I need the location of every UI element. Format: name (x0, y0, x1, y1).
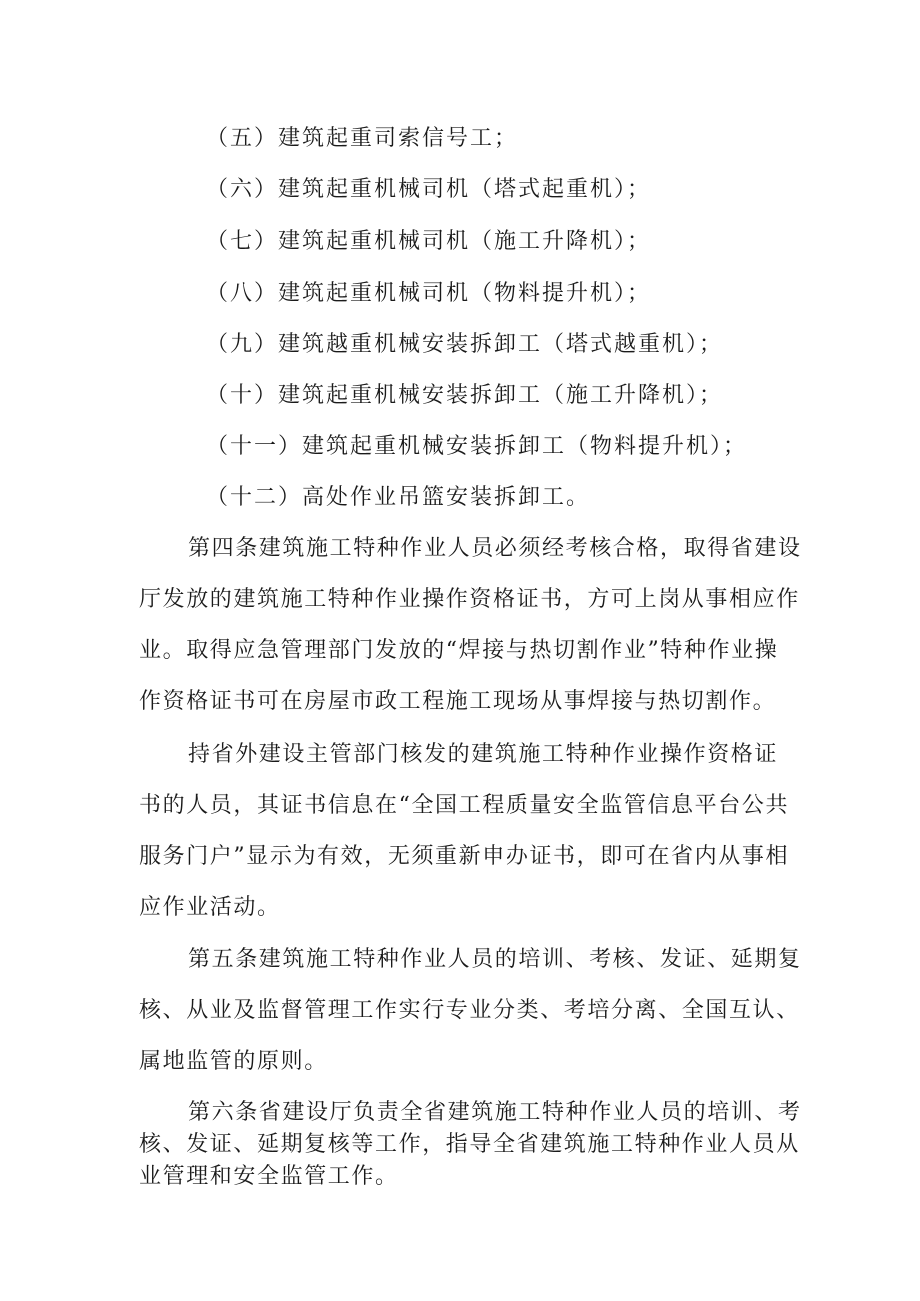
list-item-10: （十）建筑起重机械安装拆卸工（施工升降机）； (206, 383, 724, 408)
article4-para2-line-2: 书的人员，其证书信息在“全国工程质量安全监管信息平台公共 (139, 793, 790, 818)
article4-para2-line-3: 服务门户”显示为有效，无须重新申办证书，即可在省内从事相 (139, 844, 790, 869)
article4-line-2: 厅发放的建筑施工特种作业操作资格证书，方可上岗从事相应作 (139, 587, 800, 612)
list-item-8: （八）建筑起重机械司机（物料提升机）； (206, 281, 652, 306)
article4-para2-line-4: 应作业活动。 (139, 895, 281, 920)
list-item-9: （九）建筑越重机械安装拆卸工（塔式越重机）； (206, 332, 724, 357)
article4-line-4: 作资格证书可在房屋市政工程施工现场从事焊接与热切割作。 (139, 689, 777, 714)
list-item-12: （十二）高处作业吊篮安装拆卸工。 (206, 485, 591, 510)
article4-para2-line-1: 持省外建设主管部门核发的建筑施工特种作业操作资格证 (188, 742, 779, 767)
article5-line-2: 核、从业及监督管理工作实行专业分类、考培分离、全国互认、 (139, 998, 800, 1023)
article6-line-2: 核、发证、延期复核等工作，指导全省建筑施工特种作业人员从 (139, 1132, 800, 1157)
list-item-11: （十一）建筑起重机械安装拆卸工（物料提升机）； (206, 434, 748, 459)
article4-line-3: 业。取得应急管理部门发放的“焊接与热切割作业”特种作业操 (139, 638, 779, 663)
article5-line-3: 属地监管的原则。 (139, 1049, 328, 1074)
list-item-7: （七）建筑起重机械司机（施工升降机）； (206, 229, 652, 254)
list-item-6: （六）建筑起重机械司机（塔式起重机）； (206, 177, 652, 202)
list-item-5: （五）建筑起重司索信号工； (206, 126, 519, 151)
article6-line-1: 第六条省建设厅负责全省建筑施工特种作业人员的培训、考 (188, 1100, 802, 1125)
article6-line-3: 业管理和安全监管工作。 (139, 1164, 399, 1189)
article5-line-1: 第五条建筑施工特种作业人员的培训、考核、发证、延期复 (188, 947, 802, 972)
article4-line-1: 第四条建筑施工特种作业人员必须经考核合格，取得省建设 (188, 536, 802, 561)
